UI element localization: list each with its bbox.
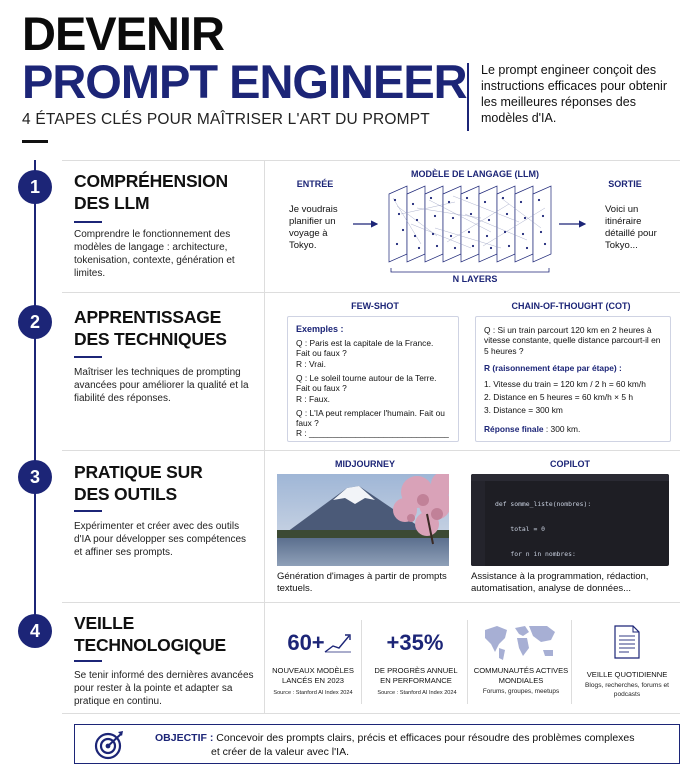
objective-text: OBJECTIF : Concevoir des prompts clairs, précis et efficaces pour résoudre des problèmes complexes et créer de la valeur avec l'IA. (155, 732, 635, 758)
llm-panel (264, 160, 680, 292)
llm-input-label: ENTRÉE (296, 179, 334, 189)
llm-output-label: SORTIE (608, 179, 642, 189)
stat-1-label: NOUVEAUX MODÈLES LANCÉS EN 2023 (272, 666, 354, 685)
document-icon (613, 624, 641, 660)
techniques-panel (264, 292, 680, 450)
stat-divider (467, 620, 468, 704)
section-1-title: COMPRÉHENSION DES LLM (74, 171, 228, 213)
trend-line-icon (323, 630, 353, 654)
mount-fuji-image (277, 474, 449, 566)
section-3-dash (74, 510, 102, 512)
fewshot-r1: R : Vrai. (296, 359, 326, 369)
stat-1-value: 60+ (287, 630, 325, 655)
fewshot-box (287, 316, 459, 442)
tools-panel (264, 450, 680, 602)
fewshot-q1: Q : Paris est la capitale de la France. Fait ou faux ? (296, 338, 434, 358)
llm-input-text: Je voudrais planifier un voyage à Tokyo. (289, 204, 338, 251)
fewshot-examples-title: Exemples : (296, 324, 344, 334)
subtitle: 4 ÉTAPES CLÉS POUR MAÎTRISER L'ART DU PROMPT (22, 111, 430, 128)
cot-step-1: 1. Vitesse du train = 120 km / 2 h = 60 km/h (484, 379, 646, 389)
section-4-dash (74, 660, 102, 662)
step-4-badge: 4 (18, 614, 52, 648)
step-2-badge: 2 (18, 305, 52, 339)
stat-2-source: Source : Stanford AI Index 2024 (377, 690, 457, 696)
objective-box (74, 724, 680, 764)
timeline-line (34, 160, 36, 635)
copilot-code-editor (471, 474, 669, 566)
header-dash (22, 140, 48, 143)
title-line-2: PROMPT ENGINEER (22, 55, 467, 108)
target-icon (93, 730, 125, 760)
cot-question: Q : Si un train parcourt 120 km en 2 heures à vitesse constante, quelle distance parcourt-il en 5 heures ? (484, 325, 661, 356)
editor-titlebar (471, 474, 669, 481)
world-map-icon (481, 622, 559, 662)
fewshot-q2: Q : Le soleil tourne autour de la Terre. Fait ou faux ? (296, 373, 437, 393)
step-3-badge: 3 (18, 460, 52, 494)
fewshot-r2: R : Faux. (296, 394, 330, 404)
stat-4-sub: Blogs, recherches, forums et podcasts (585, 682, 669, 698)
title-line-1: DEVENIR (22, 7, 224, 60)
code-lines: def somme_liste(nombres): total = 0 for n in nombres: (495, 500, 592, 558)
cot-label: CHAIN-OF-THOUGHT (COT) (511, 301, 631, 311)
stat-1-source: Source : Stanford AI Index 2024 (273, 690, 353, 696)
stat-2-label: DE PROGRÈS ANNUEL EN PERFORMANCE (374, 666, 458, 685)
neural-network-diagram (351, 184, 601, 280)
cot-step-3: 3. Distance = 300 km (484, 405, 563, 415)
cot-box (475, 316, 671, 442)
llm-output-text: Voici un itinéraire détaillé pour Tokyo... (605, 204, 657, 251)
section-2-dash (74, 356, 102, 358)
stat-divider (361, 620, 362, 704)
stat-4-label: VEILLE QUOTIDIENNE (586, 670, 668, 679)
fewshot-r3: R : ______________________________ (296, 428, 449, 438)
section-2-desc: Maîtriser les techniques de prompting avancées pour améliorer la qualité et la fiabilité des réponses. (74, 367, 249, 404)
fewshot-label: FEW-SHOT (351, 301, 399, 311)
section-1-desc: Comprendre le fonctionnement des modèles de langage : architecture, tokenisation, contexte, génération et limites. (74, 229, 235, 279)
section-4-title: VEILLE TECHNOLOGIQUE (74, 613, 226, 655)
midjourney-label: MIDJOURNEY (334, 459, 395, 469)
copilot-label: COPILOT (550, 459, 590, 469)
cot-step-2: 2. Distance en 5 heures = 60 km/h × 5 h (484, 392, 633, 402)
copilot-caption: Assistance à la programmation, rédaction, automatisation, analyse de données... (471, 571, 649, 594)
section-3-desc: Expérimenter et créer avec des outils d'IA pour développer ses compétences et affiner ses prompts. (74, 521, 247, 558)
stat-3-sub: Forums, groupes, meetups (482, 688, 560, 695)
cot-final-answer: Réponse finale : 300 km. (484, 424, 581, 434)
stats-panel (264, 602, 680, 713)
section-1-dash (74, 221, 102, 223)
stat-3-label: COMMUNAUTÉS ACTIVES MONDIALES (473, 666, 569, 685)
section-4-desc: Se tenir informé des dernières avancées pour rester à la pointe et adapter sa pratique en continu. (74, 670, 254, 707)
section-3-title: PRATIQUE SUR DES OUTILS (74, 462, 203, 504)
divider (62, 713, 680, 714)
stat-divider (571, 620, 572, 704)
editor-sidebar (471, 481, 485, 566)
llm-layers-label: N LAYERS (452, 274, 498, 284)
intro-accent-bar (467, 63, 469, 131)
section-2-title: APPRENTISSAGE DES TECHNIQUES (74, 307, 227, 349)
fewshot-q3: Q : L'IA peut remplacer l'humain. Fait ou faux ? (296, 408, 445, 428)
llm-model-label: MODÈLE DE LANGAGE (LLM) (411, 169, 539, 179)
intro-text: Le prompt engineer conçoit des instructions efficaces pour obtenir les meilleures réponses des modèles d'IA. (481, 63, 667, 125)
step-1-badge: 1 (18, 170, 52, 204)
cot-reasoning-title: R (raisonnement étape par étape) : (484, 363, 622, 373)
midjourney-caption: Génération d'images à partir de prompts textuels. (277, 571, 447, 594)
stat-2-value: +35% (386, 630, 444, 655)
